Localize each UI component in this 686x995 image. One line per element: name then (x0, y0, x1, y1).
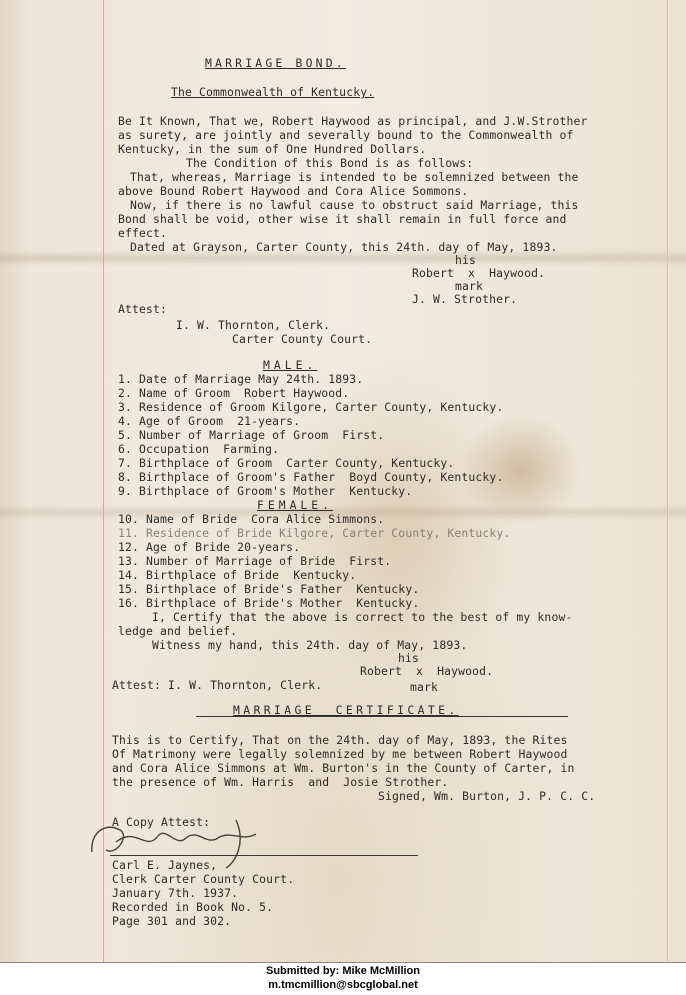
copy-line: January 7th. 1937. (112, 886, 239, 900)
female-item: 14. Birthplace of Bride Kentucky. (118, 568, 357, 582)
copy-line: Clerk Carter County Court. (112, 872, 295, 886)
female-item: 10. Name of Bride Cora Alice Simmons. (118, 512, 385, 526)
submission-footer (0, 962, 686, 995)
submitted-by: Submitted by: Mike McMillion (265, 965, 420, 977)
male-item: 4. Age of Groom 21-years. (118, 414, 301, 428)
certify-line: I, Certify that the above is correct to the best of my know- (152, 610, 573, 624)
male-item: 9. Birthplace of Groom's Mother Kentucky. (118, 484, 413, 498)
bond-line: effect. (118, 226, 168, 240)
mark-label: mark (410, 680, 439, 694)
female-heading: FEMALE. (257, 498, 334, 512)
bond-line: Bond shall be void, other wise it shall remain in full force and (118, 212, 567, 226)
commonwealth-heading: The Commonwealth of Kentucky. (171, 85, 375, 99)
certificate-signed: Signed, Wm. Burton, J. P. C. C. (378, 789, 596, 803)
certify-line: ledge and belief. (118, 624, 238, 638)
male-item: 1. Date of Marriage May 24th. 1893. (118, 372, 364, 386)
bond-line: That, whereas, Marriage is intended to be solemnized between the (130, 170, 579, 184)
certificate-line: This is to Certify, That on the 24th. day of May, 1893, the Rites (112, 733, 568, 747)
copy-attest: A Copy Attest: (112, 815, 211, 829)
male-item: 5. Number of Marriage of Groom First. (118, 428, 385, 442)
female-item: 11. Residence of Bride Kilgore, Carter County, Kentucky. (118, 526, 511, 540)
certificate-heading: MARRIAGE CERTIFICATE. (233, 703, 459, 717)
bond-line: above Bound Robert Haywood and Cora Alice Sommons. (118, 184, 469, 198)
certificate-line: the presence of Wm. Harris and Josie Strother. (112, 775, 449, 789)
surety-signature: J. W. Strother. (412, 292, 518, 306)
attest-clerk-line: Attest: I. W. Thornton, Clerk. (112, 678, 323, 692)
witness-line: Witness my hand, this 24th. day of May, 1893. (152, 638, 468, 652)
male-item: 2. Name of Groom Robert Haywood. (118, 386, 350, 400)
female-item: 15. Birthplace of Bride's Father Kentucky. (118, 582, 420, 596)
copy-line: Carl E. Jaynes, (112, 858, 218, 872)
bond-condition: The Condition of this Bond is as follows: (186, 156, 474, 170)
attest-court: Carter County Court. (232, 332, 373, 346)
bride-groom-signature: Robert x Haywood. (360, 664, 494, 678)
principal-signature: Robert x Haywood. (412, 266, 546, 280)
his-label: his (455, 253, 477, 267)
document-title: MARRIAGE BOND. (205, 56, 346, 70)
submitter-email: m.tmcmillion@sbcglobal.net (268, 979, 418, 991)
male-item: 7. Birthplace of Groom Carter County, Kentucky. (118, 456, 455, 470)
copy-line: Recorded in Book No. 5. (112, 900, 274, 914)
his-label: his (398, 651, 420, 665)
male-item: 3. Residence of Groom Kilgore, Carter County, Kentucky. (118, 400, 504, 414)
right-rule (667, 0, 668, 962)
bond-dated: Dated at Grayson, Carter County, this 24th. day of May, 1893. (130, 240, 558, 254)
copy-line: Page 301 and 302. (112, 914, 232, 928)
male-item: 6. Occupation Farming. (118, 442, 280, 456)
bond-line: Be It Known, That we, Robert Haywood as principal, and J.W.Strother (118, 114, 588, 128)
male-item: 8. Birthplace of Groom's Father Boyd County, Kentucky. (118, 470, 504, 484)
female-item: 13. Number of Marriage of Bride First. (118, 554, 392, 568)
bond-line: as surety, are jointly and severally bound to the Commonwealth of (118, 128, 574, 142)
attest-clerk: I. W. Thornton, Clerk. (176, 318, 331, 332)
male-heading: MALE. (263, 358, 318, 372)
certificate-line: and Cora Alice Simmons at Wm. Burton's in the County of Carter, in (112, 761, 575, 775)
signature-rule (110, 855, 418, 856)
bond-line: Kentucky, in the sum of One Hundred Dollars. (118, 142, 427, 156)
attest-label: Attest: (118, 302, 168, 316)
bond-line: Now, if there is no lawful cause to obstruct said Marriage, this (130, 198, 579, 212)
female-item: 16. Birthplace of Bride's Mother Kentucky. (118, 596, 420, 610)
female-item: 12. Age of Bride 20-years. (118, 540, 301, 554)
mark-label: mark (455, 279, 484, 293)
certificate-line: Of Matrimony were legally solemnized by me between Robert Haywood (112, 747, 568, 761)
